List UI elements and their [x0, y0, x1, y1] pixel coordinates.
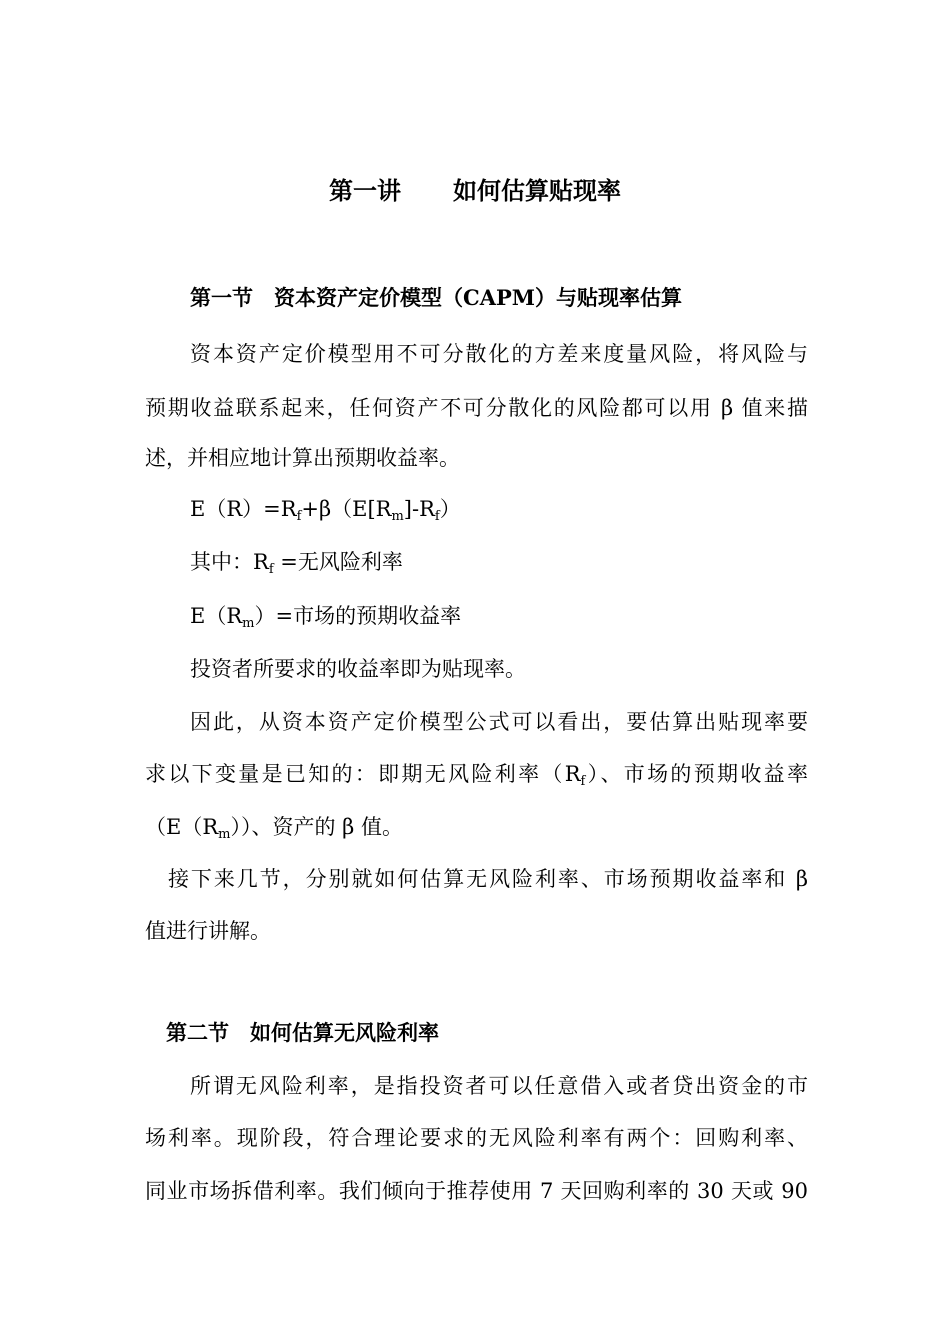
section1-para1-line3: 述，并相应地计算出预期收益率。 — [145, 446, 460, 470]
investor-required-return: 投资者所要求的收益率即为贴现率。 — [190, 657, 526, 681]
section1-heading: 第一节 资本资产定价模型（CAPM）与贴现率估算 — [190, 285, 683, 310]
section2-para-line2: 场利率。现阶段，符合理论要求的无风险利率有两个：回购利率、 — [145, 1126, 808, 1150]
section1-para3-line1: 接下来几节，分别就如何估算无风险利率、市场预期收益率和 β — [168, 867, 808, 891]
section1-para1-line1: 资本资产定价模型用不可分散化的方差来度量风险，将风险与 — [190, 342, 808, 366]
formula-where-rf: 其中：$R_f$ =无风险利率 — [190, 550, 403, 577]
section1-para1-line2: 预期收益联系起来，任何资产不可分散化的风险都可以用 β 值来描 — [145, 396, 808, 420]
section1-para2-line1: 因此，从资本资产定价模型公式可以看出，要估算出贴现率要 — [190, 710, 808, 734]
capm-formula: $E(R)=R_f+\beta(E[R_m]-R_f)$ — [190, 497, 461, 524]
section2-para-line1: 所谓无风险利率，是指投资者可以任意借入或者贷出资金的市 — [190, 1074, 808, 1098]
lecture-number: 第一讲 — [329, 176, 401, 205]
section1-para3-line2: 值进行讲解。 — [145, 919, 271, 943]
section2-para-line3: 同业市场拆借利率。我们倾向于推荐使用 7 天回购利率的 30 天或 90 — [145, 1179, 808, 1203]
section1-para2-line3: $(E(R_m))$、资产的 β 值。 — [145, 815, 403, 842]
lecture-title — [0, 175, 950, 207]
section1-para2-line2: 求以下变量是已知的：即期无风险利率$(R_f)$、市场的预期收益率 — [145, 762, 808, 789]
lecture-topic: 如何估算贴现率 — [453, 176, 621, 205]
formula-where-erm: $E(R_m)=$市场的预期收益率 — [190, 604, 462, 631]
section2-heading: 第二节 如何估算无风险利率 — [166, 1020, 439, 1045]
